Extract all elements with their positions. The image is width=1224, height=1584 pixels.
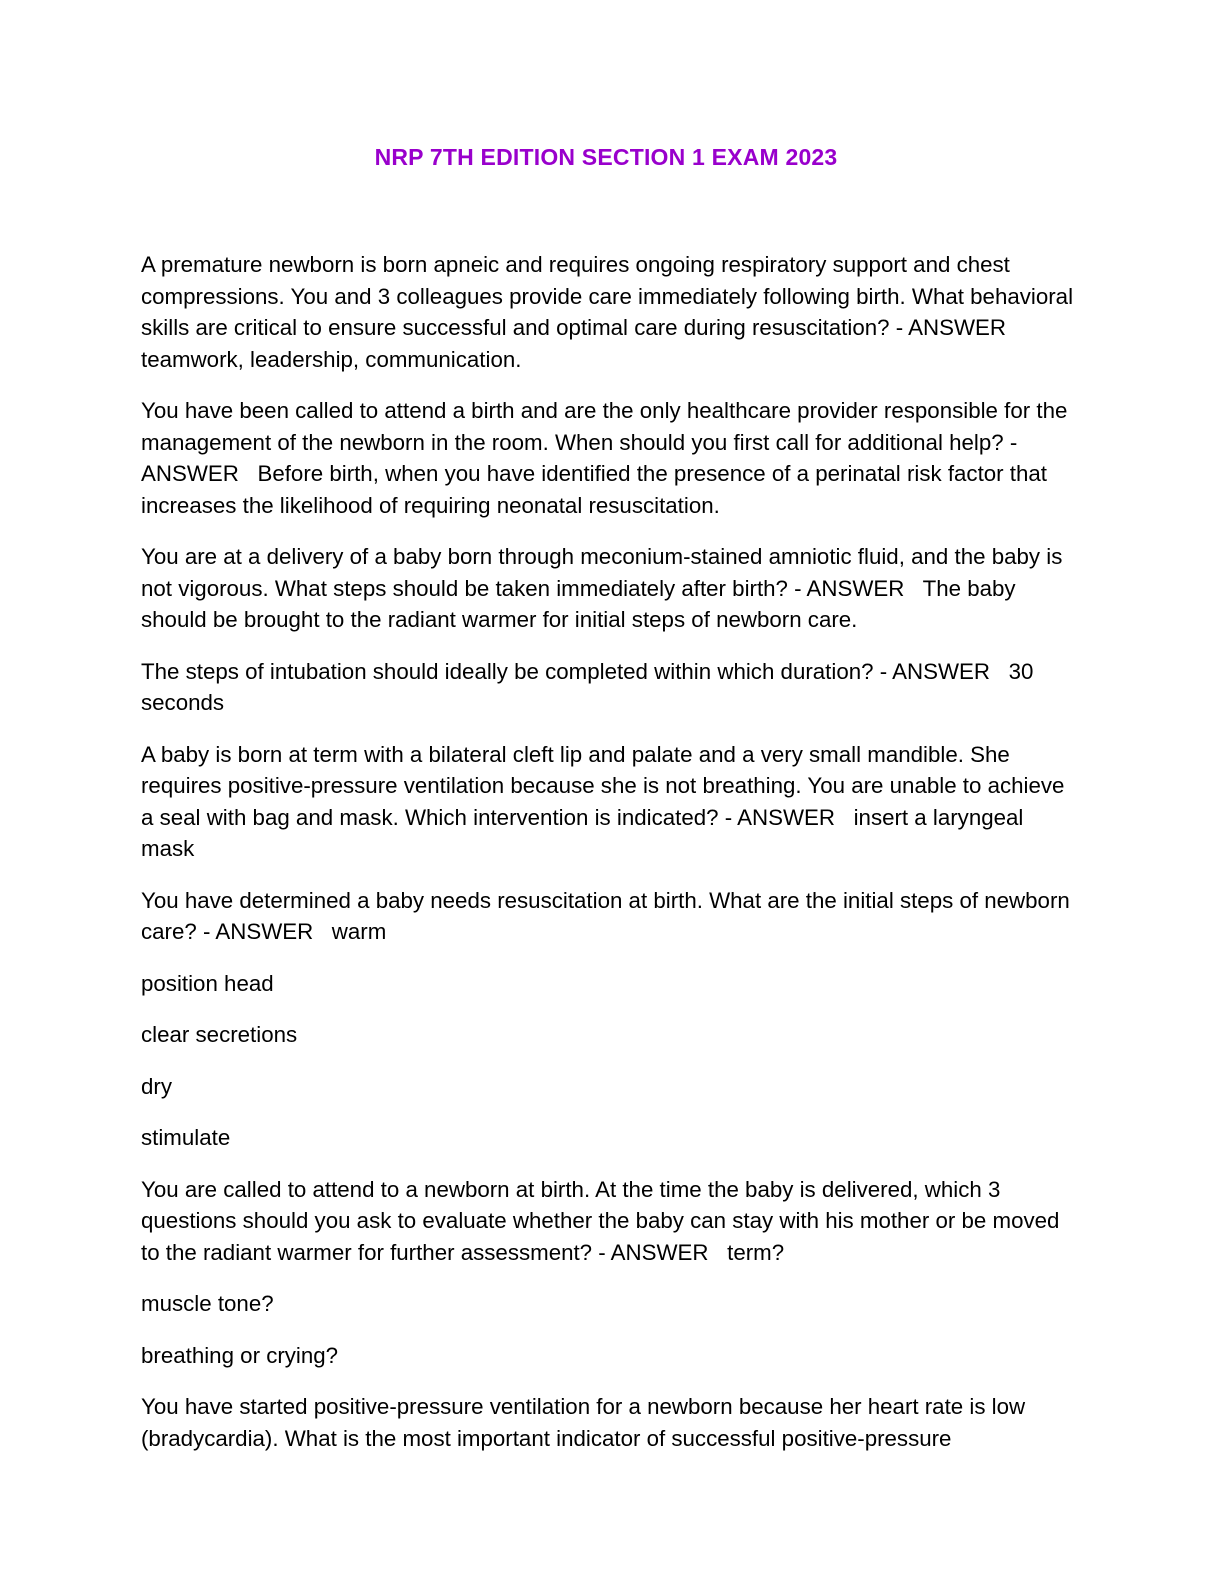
answer-line: muscle tone? — [141, 1291, 274, 1316]
answer-line: position head — [141, 970, 274, 996]
qa-paragraph: A baby is born at term with a bilateral cleft lip and palate and a very small mandible. She requires positive-pressure ventilation because she is not breathing. You are unable to achieve a seal with bag and mask. Which intervention is indicated? - ANSWER insert a laryngeal mask — [141, 741, 1071, 861]
qa-paragraph: You are called to attend to a newborn at birth. At the time the baby is delivered, which 3 questions should you ask to evaluate whether the baby can stay with his mother or be moved to the radiant warmer for further assessment? - ANSWER term? — [141, 1176, 1066, 1265]
document-body — [141, 249, 1080, 1474]
qa-paragraph: You are at a delivery of a baby born through meconium-stained amniotic fluid, and the baby is not vigorous. What steps should be taken immediately after birth? - ANSWER The baby should be brought to the radiant warmer for initial steps of newborn care. — [141, 544, 1069, 632]
qa-paragraph: The steps of intubation should ideally be completed within which duration? - ANSWER 30 seconds — [141, 658, 1040, 715]
answer-line: stimulate — [141, 1125, 231, 1150]
answer-line: breathing or crying? — [141, 1342, 339, 1368]
answer-line: dry — [141, 1073, 172, 1099]
qa-paragraph: You have started positive-pressure ventilation for a newborn because her heart rate is low (bradycardia). What is the most important indicator of successful positive-pressure — [141, 1394, 1032, 1451]
qa-paragraph: You have been called to attend a birth and are the only healthcare provider responsible for the management of the newborn in the room. When should you first call for additional help? - ANSWER Before birth, when you have identified the presence of a perinatal risk factor that increases the likelihood of requiring neonatal resuscitation. — [141, 398, 1074, 518]
qa-paragraph: You have determined a baby needs resuscitation at birth. What are the initial steps of newborn care? - ANSWER warm — [141, 887, 1076, 944]
document-title: NRP 7TH EDITION SECTION 1 EXAM 2023 — [374, 144, 838, 170]
answer-line: clear secretions — [141, 1022, 298, 1047]
qa-paragraph: A premature newborn is born apneic and requires ongoing respiratory support and chest compressions. You and 3 colleagues provide care immediately following birth. What behavioral skills are critical to ensure successful and optimal care during resuscitation? - ANSWER teamwork, leadership, communication. — [141, 252, 1080, 372]
